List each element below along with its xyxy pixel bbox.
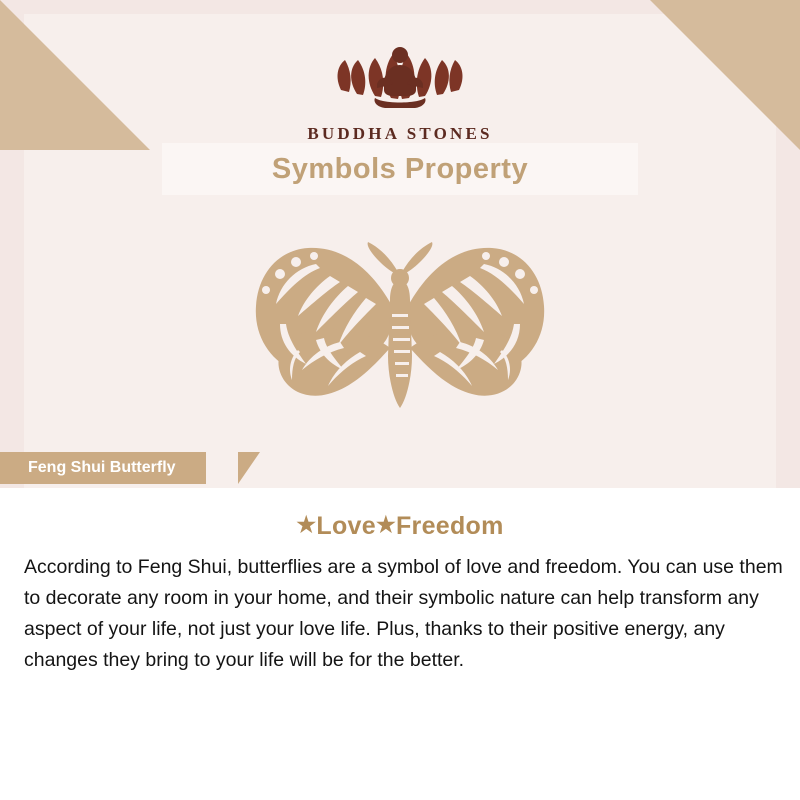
brand-logo-block: [0, 22, 800, 144]
subtitle-freedom: Freedom: [395, 512, 504, 540]
ribbon-tail: [238, 452, 260, 484]
star-icon-right: ★: [375, 512, 396, 537]
page-title: Symbols Property: [271, 152, 529, 185]
title-bar: [162, 143, 638, 195]
feng-shui-label-ribbon: [0, 452, 206, 484]
ribbon-label: Feng Shui Butterfly: [28, 459, 176, 476]
lotus-meditation-figure-icon: [305, 22, 495, 122]
star-icon-left: ★: [296, 512, 317, 537]
butterfly-icon: [220, 228, 580, 448]
subtitle-love: Love: [316, 512, 376, 540]
butterfly-illustration: [0, 228, 800, 453]
body-paragraph: According to Feng Shui, butterflies are a symbol of love and freedom. You can use them to decorate any room in your home, and their symbolic nature can help transform any aspect of your life, not just your love life. Plus, thanks to their positive energy, any changes they bring to your life will be for the better.: [24, 556, 783, 671]
brand-name: BUDDHA STONES: [307, 124, 493, 143]
subtitle-row: [0, 512, 800, 541]
